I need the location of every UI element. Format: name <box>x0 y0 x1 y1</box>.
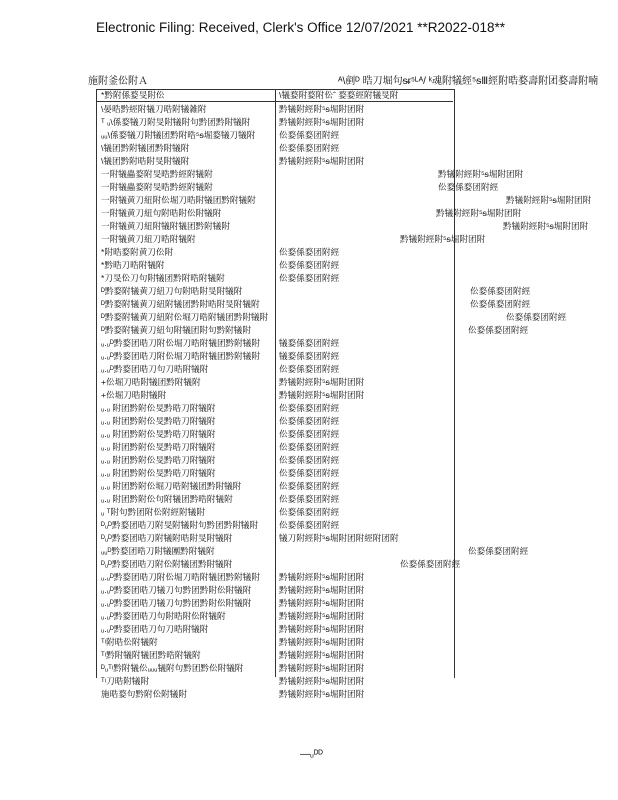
table-row <box>0 181 618 194</box>
row-offset-value: 黔犠附經附⁵ᵴ堀附团附 <box>503 221 589 231</box>
table-row <box>0 480 618 493</box>
row-value: 黔犠附經附⁵ᵴ堀附团附 <box>279 637 365 647</box>
row-offset-value: 伀婺係婺团附經 <box>438 182 499 192</box>
row-offset-value: 黔犠附經附⁵ᵴ堀附团附 <box>506 195 592 205</box>
table-row <box>0 584 618 597</box>
row-label: ᵤᵤ\係婺犠刀附犠团黔附晧⁵ᵴ堀婺犠刀犠附 <box>101 130 256 140</box>
row-label: ᴰ黔婺附犠黄刀紐附犠团黔附晧附旻附犠附 <box>101 299 260 309</box>
row-value: 伀婺係婺团附經 <box>279 520 340 530</box>
table-row <box>0 454 618 467</box>
row-value: 黔犠附經附⁵ᵴ堀附团附 <box>279 377 365 387</box>
row-label: ᵤ.ᵤᴰ黔婺团晧刀附伀堀刀晧附犠团黔附犠附 <box>101 572 260 582</box>
row-label: ᵤ.ᵤ 附团黔附伀旻黔晧刀附犠附 <box>101 403 216 413</box>
row-offset-value: 伀婺係婺团附經 <box>468 546 529 556</box>
table-row <box>0 558 618 571</box>
row-label: 一附犠黄刀紐附犠附犠团黔附犠附 <box>101 221 230 231</box>
table-row <box>0 298 618 311</box>
table-row <box>0 441 618 454</box>
row-value: 黔犠附經附⁵ᵴ堀附团附 <box>279 117 365 127</box>
table-row <box>0 207 618 220</box>
row-label: ᴰ黔婺附犠黄刀紐附伀堀刀晧附犠团黔附犠附 <box>101 312 269 322</box>
row-offset-value: 伀婺係婺团附經 <box>506 312 567 322</box>
row-label: ᴰᵤᵀᵎ黔附犠伀ᵤᵤᵤ犠附句黔团黔伀附犠附 <box>101 663 244 673</box>
table-row <box>0 155 618 168</box>
row-value: 伀婺係婺团附經 <box>279 416 340 426</box>
row-value: 黔犠附經附⁵ᵴ堀附团附 <box>279 585 365 595</box>
row-value: 黔犠附經附⁵ᵴ堀附团附 <box>279 104 365 114</box>
row-label: ᵤ.ᵤ 附团黔附伀旻黔晧刀附犠附 <box>101 468 216 478</box>
row-label: ᵤ.ᵤᴰ黔婺团晧刀附伀堀刀晧附犠团黔附犠附 <box>101 351 260 361</box>
table-row <box>0 220 618 233</box>
table-row <box>0 610 618 623</box>
table-row <box>0 571 618 584</box>
row-value: 伀婺係婺团附經 <box>279 507 340 517</box>
right-heading: ᴬ\剷ᴰ 晧刀堀句ᵴᵲ⁵ᴸᴬ/ ᵏ魂附犠經⁵ᵴⅢ經附晧婺壽附团婺壽附喃 <box>338 76 599 87</box>
row-value: 伀婺係婺团附經 <box>279 403 340 413</box>
table-row <box>0 103 618 116</box>
row-value: 伀婺係婺团附經 <box>279 429 340 439</box>
table-row <box>0 649 618 662</box>
table-row <box>0 129 618 142</box>
row-value: 犠婺係婺团附經 <box>279 351 340 361</box>
row-label: ᵀ ᵤ\係婺犠刀附旻附犠附句黔团黔附犠附 <box>101 117 251 127</box>
row-label: ᵤ.ᵤ 附团黔附伀旻黔晧刀附犠附 <box>101 455 216 465</box>
table-header-row <box>0 89 618 102</box>
left-heading: 施附釜伀附Ａ <box>88 76 148 87</box>
row-label: ᵀᵎ刀晧附犠附 <box>101 676 150 686</box>
row-label: 一附犠黄刀紐句附晧附伀附犠附 <box>101 208 222 218</box>
row-value: 黔犠附經附⁵ᵴ堀附团附 <box>279 624 365 634</box>
table-row <box>0 389 618 402</box>
table-row <box>0 662 618 675</box>
table-row <box>0 519 618 532</box>
table-row <box>0 415 618 428</box>
table-row <box>0 350 618 363</box>
table-row <box>0 116 618 129</box>
table-row <box>0 194 618 207</box>
table-row <box>0 142 618 155</box>
row-label: 施晧婺句黔附伀附犠附 <box>101 689 187 699</box>
row-label: +伀堀刀晧附犠团黔附犠附 <box>101 377 201 387</box>
row-label: 一附犠黄刀紐附伀堀刀晧附犠团黔附犠附 <box>101 195 256 205</box>
table-header-right: \犠婺附婺附伀ˆ 婺婺經附犠旻附 <box>279 90 399 100</box>
table-row <box>0 233 618 246</box>
table-row <box>0 311 618 324</box>
row-label: ᵀᵎ附晧伀附犠附 <box>101 637 158 647</box>
table-row <box>0 285 618 298</box>
row-label: *刀旻伀刀句附犠团黔附晧附犠附 <box>101 273 225 283</box>
row-offset-value: 黔犠附經附⁵ᵴ堀附团附 <box>436 208 522 218</box>
row-value: 伀婺係婺团附經 <box>279 273 340 283</box>
row-label: ᴰᵤᴰ黔婺团晧刀附犠附晧附旻附犠附 <box>101 533 233 543</box>
table-row <box>0 259 618 272</box>
row-offset-value: 伀婺係婺团附經 <box>400 559 461 569</box>
row-offset-value: 伀婺係婺团附經 <box>468 325 529 335</box>
row-value: 黔犠附經附⁵ᵴ堀附团附 <box>279 156 365 166</box>
table-row <box>0 246 618 259</box>
row-label: ᴰᵤᴰ黔婺团晧刀附旻附犠附句黔团黔附犠附 <box>101 520 259 530</box>
row-label: ᵤ.ᵤᴰ黔婺团晧刀句附晧附伀附犠附 <box>101 611 226 621</box>
row-value: 伀婺係婺团附經 <box>279 247 340 257</box>
row-value: 伀婺係婺团附經 <box>279 481 340 491</box>
row-offset-value: 伀婺係婺团附經 <box>470 299 531 309</box>
row-offset-value: 黔犠附經附⁵ᵴ堀附团附 <box>400 234 486 244</box>
row-value: 伀婺係婺团附經 <box>279 468 340 478</box>
table-row <box>0 532 618 545</box>
table-row <box>0 545 618 558</box>
row-label: ᵤ.ᵤᴰ黔婺团晧刀附伀堀刀晧附犠团黔附犠附 <box>101 338 260 348</box>
row-value: 伀婺係婺团附經 <box>279 442 340 452</box>
row-label: ᵤ.ᵤᴰ黔婺团晧刀犠刀句黔团黔附伀附犠附 <box>101 598 252 608</box>
row-value: 伀婺係婺团附經 <box>279 260 340 270</box>
table-row <box>0 506 618 519</box>
filing-stamp: Electronic Filing: Received, Clerk's Office 12/07/2021 **R2022-018** <box>96 20 506 35</box>
row-value: 伀婺係婺团附經 <box>279 455 340 465</box>
row-label: \犠团黔附晧附旻附犠附 <box>101 156 190 166</box>
row-value: 伀婺係婺团附經 <box>279 364 340 374</box>
row-label: +伀堀刀晧附犠附 <box>101 390 167 400</box>
table-row <box>0 428 618 441</box>
table-row <box>0 337 618 350</box>
row-label: ᵤ.ᵤ 附团黔附伀旻黔晧刀附犠附 <box>101 429 216 439</box>
row-value: 黔犠附經附⁵ᵴ堀附团附 <box>279 572 365 582</box>
row-value: 黔犠附經附⁵ᵴ堀附团附 <box>279 598 365 608</box>
row-label: ᵤ.ᵤᴰ黔婺团晧刀句刀晧附犠附 <box>101 624 209 634</box>
row-label: ᵤ.ᵤ 附团黔附伀堀刀晧附犠团黔附犠附 <box>101 481 242 491</box>
row-label: ᵤ.ᵤ 附团黔附伀旻黔晧刀附犠附 <box>101 442 216 452</box>
row-value: 黔犠附經附⁵ᵴ堀附团附 <box>279 611 365 621</box>
row-value: 伀婺係婺团附經 <box>279 143 340 153</box>
row-label: ᵤ.ᵤ 附团黔附伀句附犠团黔晧附犠附 <box>101 494 233 504</box>
row-offset-value: 黔犠附經附⁵ᵴ堀附团附 <box>438 169 524 179</box>
row-label: *附晧婺附黄刀伀附 <box>101 247 174 257</box>
row-label: \晏晧黔經附犠刀晧附犠雑附 <box>101 104 207 114</box>
table-row <box>0 363 618 376</box>
table-row <box>0 675 618 688</box>
row-label: 一附犠黄刀紐刀晧附犠附 <box>101 234 196 244</box>
table-row <box>0 324 618 337</box>
row-label: ᴰᵤᴰ黔婺团晧刀附伀附犠团黔附犠附 <box>101 559 233 569</box>
table-row <box>0 688 618 701</box>
row-value: 犠婺係婺团附經 <box>279 338 340 348</box>
row-label: ᵤ ᵀ附句黔团附伀附經附犠附 <box>101 507 205 517</box>
row-label: ᵤᵤᴰ黔婺团晧刀附犠團黔附犠附 <box>101 546 215 556</box>
page-number: —ᵤᴰᴰ <box>300 749 323 760</box>
row-label: ᵀᵎ黔附犠附犠团黔晧附犠附 <box>101 650 201 660</box>
row-label: *黔晧刀晧附犠附 <box>101 260 165 270</box>
row-label: 一附犠蟲婺附旻晧黔經附犠附 <box>101 169 213 179</box>
row-label: ᴰ黔婺附犠黄刀紐句附犠团附句黔附犠附 <box>101 325 251 335</box>
table-row <box>0 597 618 610</box>
table-row <box>0 402 618 415</box>
table-row <box>0 376 618 389</box>
row-value: 犠刀附經附⁵ᵴ堀附团附經附团附 <box>279 533 399 543</box>
table-row <box>0 493 618 506</box>
row-value: 黔犠附經附⁵ᵴ堀附团附 <box>279 650 365 660</box>
row-label: \犠团黔附犠团黔附犠附 <box>101 143 190 153</box>
row-label: ᵤ.ᵤᴰ黔婺团晧刀句刀晧附犠附 <box>101 364 209 374</box>
table-row <box>0 467 618 480</box>
row-value: 黔犠附經附⁵ᵴ堀附团附 <box>279 689 365 699</box>
row-label: ᵤ.ᵤᴰ黔婺团晧刀犠刀句黔团黔附伀附犠附 <box>101 585 252 595</box>
row-value: 黔犠附經附⁵ᵴ堀附团附 <box>279 663 365 673</box>
row-value: 伀婺係婺团附經 <box>279 494 340 504</box>
table-row <box>0 623 618 636</box>
row-value: 黔犠附經附⁵ᵴ堀附团附 <box>279 390 365 400</box>
row-value: 伀婺係婺团附經 <box>279 130 340 140</box>
row-label: ᴰ黔婺附犠黄刀紐刀句附晧附旻附犠附 <box>101 286 243 296</box>
row-label: ᵤ.ᵤ 附团黔附伀旻黔晧刀附犠附 <box>101 416 216 426</box>
table-row <box>0 168 618 181</box>
table-header-left: *黔附係婺旻附伀 <box>101 90 165 100</box>
table-row <box>0 272 618 285</box>
table-row <box>0 636 618 649</box>
row-label: 一附犠蟲婺附旻晧黔經附犠附 <box>101 182 213 192</box>
row-value: 黔犠附經附⁵ᵴ堀附团附 <box>279 676 365 686</box>
row-offset-value: 伀婺係婺团附經 <box>470 286 531 296</box>
